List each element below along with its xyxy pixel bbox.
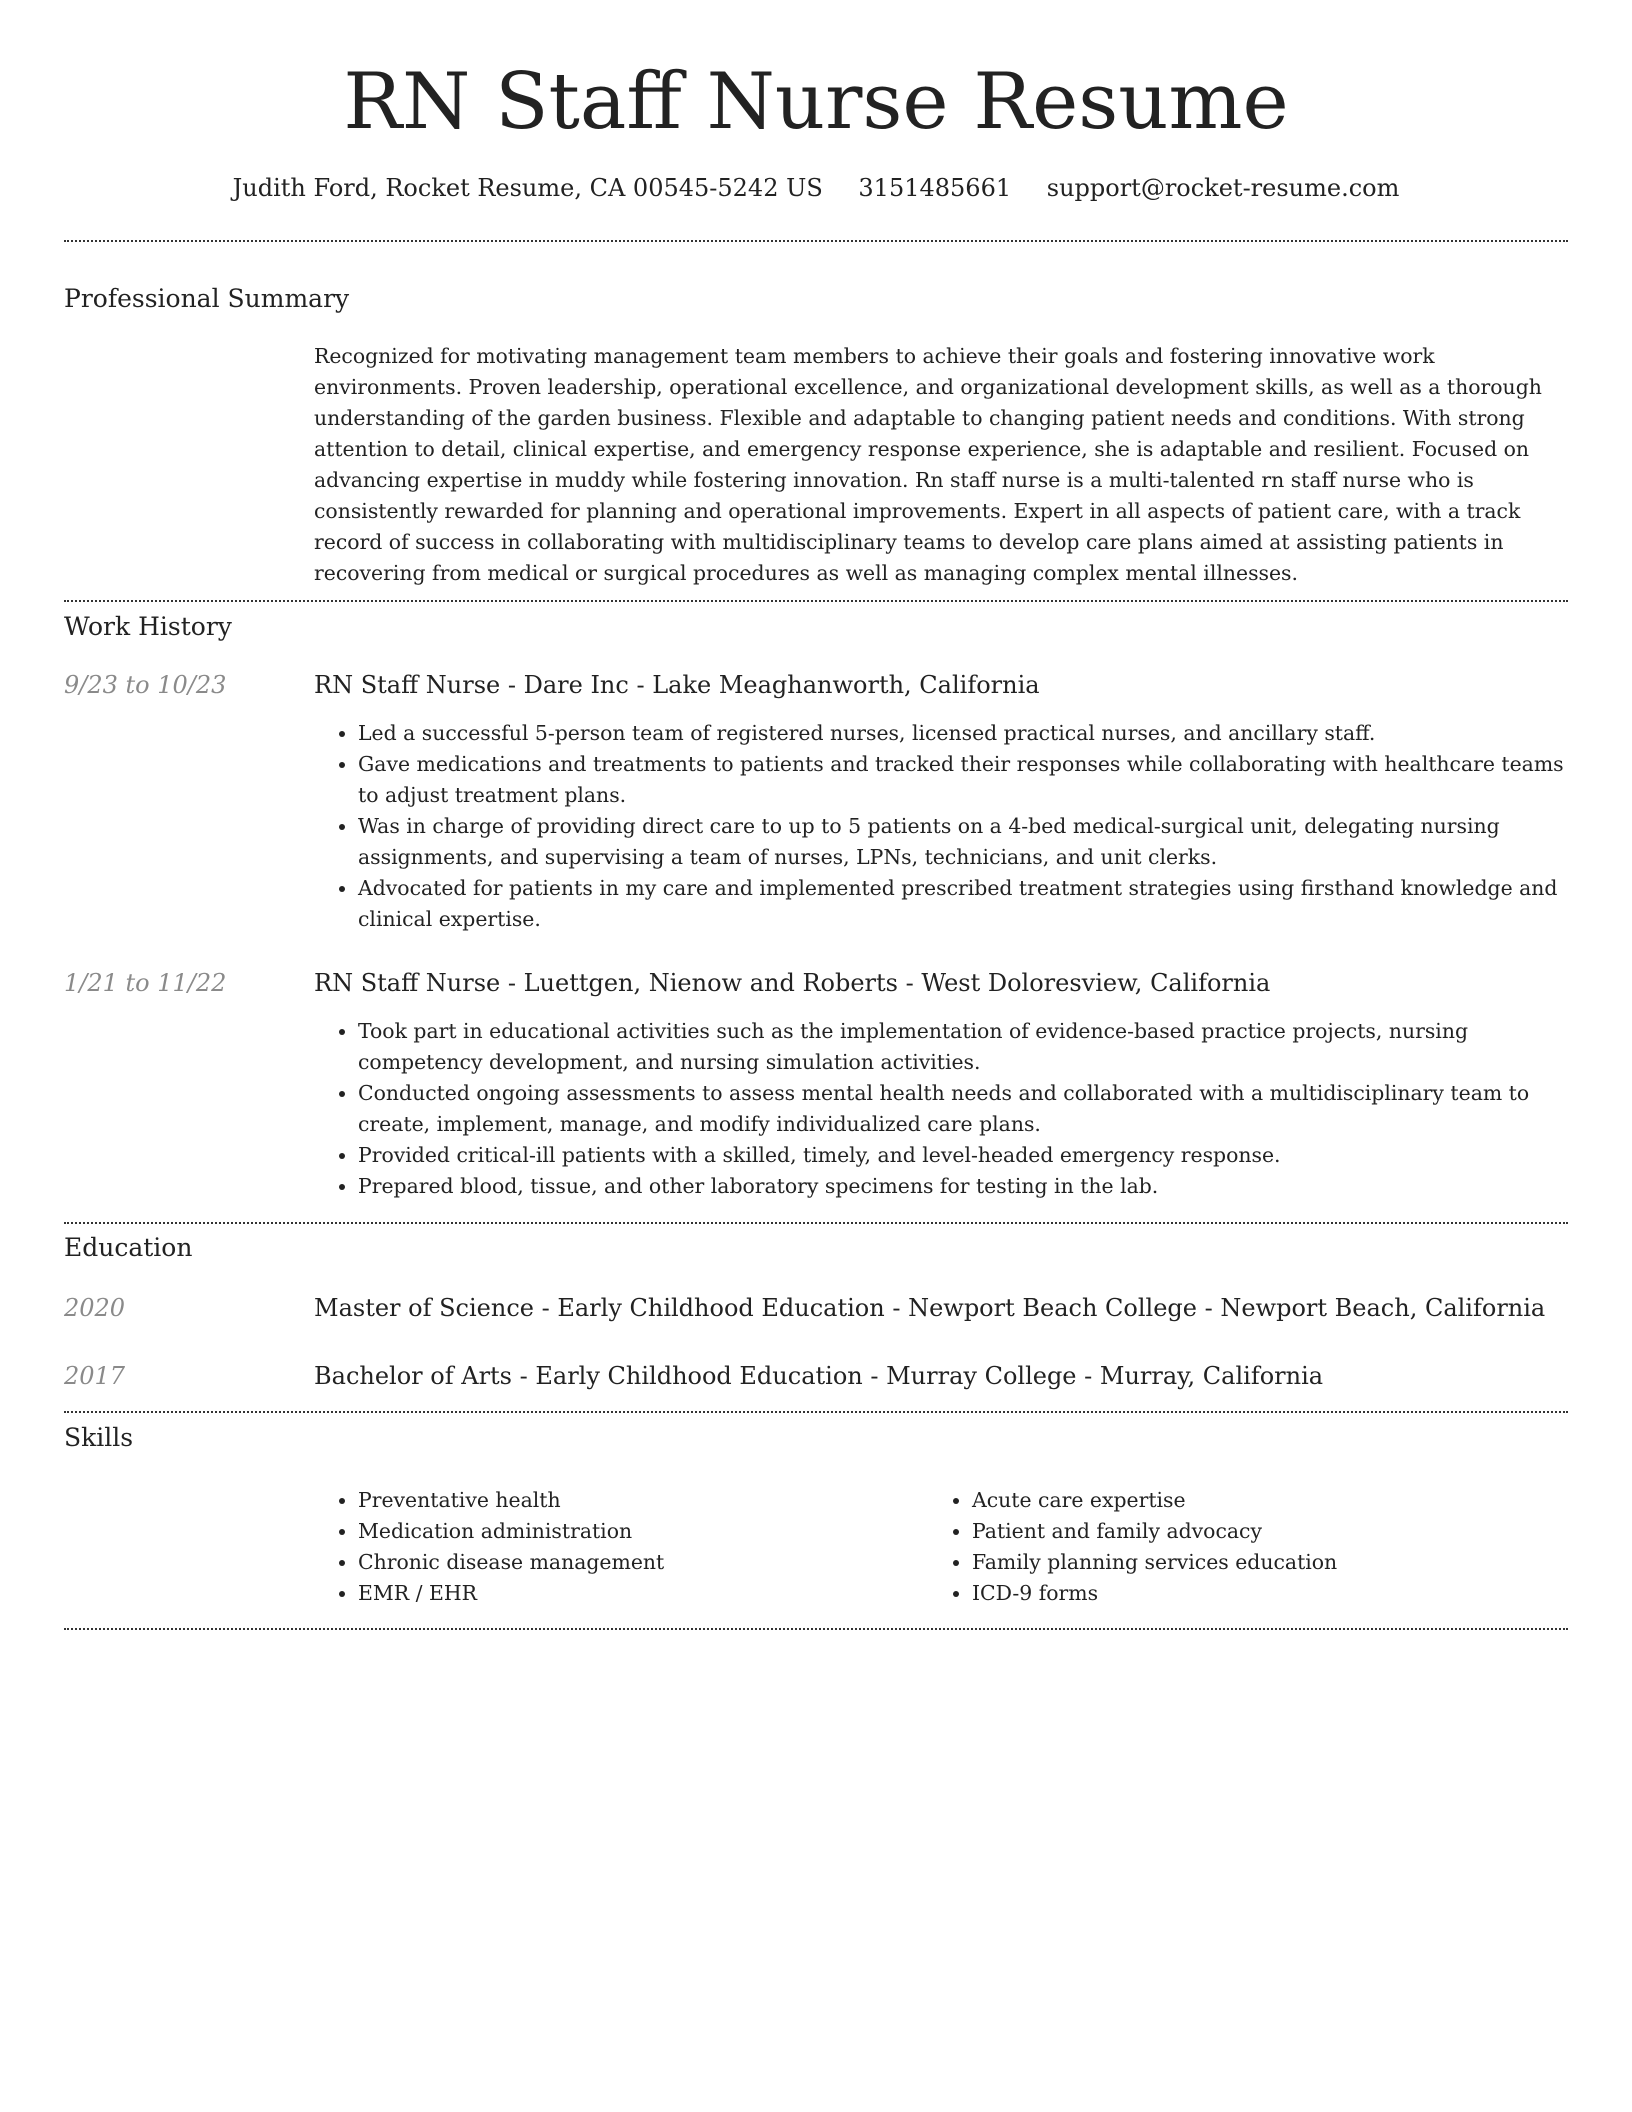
skill-item: • Patient and family advocacy xyxy=(972,1516,1568,1547)
list-item: • Led a successful 5-person team of registered nurses, licensed practical nurses, and ancillary staff. xyxy=(358,718,1568,749)
job-dates: 9/23 to 10/23 xyxy=(64,671,227,699)
job-bullets xyxy=(314,1016,1568,1202)
education-entry xyxy=(314,1290,1545,1326)
contact-line xyxy=(64,170,1568,206)
skill-item: • Medication administration xyxy=(358,1516,928,1547)
skill-item: • Acute care expertise xyxy=(972,1485,1568,1516)
skill-item: • Family planning services education xyxy=(972,1547,1568,1578)
job-bullets xyxy=(314,718,1568,935)
skills-list-left xyxy=(314,1485,928,1609)
list-item: • Gave medications and treatments to patients and tracked their responses while collaborating with healthcare teams to adjust treatment plans. xyxy=(358,749,1568,811)
list-item: • Advocated for patients in my care and implemented prescribed treatment strategies using firsthand knowledge and clinical expertise. xyxy=(358,873,1568,935)
skill-item: • Preventative health xyxy=(358,1485,928,1516)
education-school: - Newport Beach College - Newport Beach, California xyxy=(884,1294,1546,1322)
education-entry xyxy=(314,1358,1323,1394)
education-school: - Murray College - Murray, California xyxy=(862,1362,1324,1390)
list-item: • Took part in educational activities such as the implementation of evidence-based practice projects, nursing competency development, and nursing simulation activities. xyxy=(358,1016,1568,1078)
education-degree: Bachelor of Arts - Early Childhood Education xyxy=(314,1362,863,1390)
divider xyxy=(64,600,1568,602)
skill-item: • Chronic disease management xyxy=(358,1547,928,1578)
divider xyxy=(64,1222,1568,1224)
job-dates: 1/21 to 11/22 xyxy=(64,969,227,997)
skill-item: • ICD-9 forms xyxy=(972,1578,1568,1609)
divider xyxy=(64,1411,1568,1413)
resume-title: RN Staff Nurse Resume xyxy=(343,57,1289,147)
divider xyxy=(64,1628,1568,1630)
skills-list-right xyxy=(928,1485,1568,1609)
list-item: • Conducted ongoing assessments to assess mental health needs and collaborated with a multidisciplinary team to create, implement, manage, and modify individualized care plans. xyxy=(358,1078,1568,1140)
list-item: • Prepared blood, tissue, and other laboratory specimens for testing in the lab. xyxy=(358,1171,1568,1202)
list-item: • Provided critical-ill patients with a skilled, timely, and level-headed emergency response. xyxy=(358,1140,1568,1171)
education-degree: Master of Science - Early Childhood Education xyxy=(314,1294,885,1322)
divider xyxy=(64,240,1568,242)
contact-phone: 3151485661 xyxy=(858,174,1012,202)
contact-address: Judith Ford, Rocket Resume, CA 00545-5242 US xyxy=(232,174,823,202)
job-title: RN Staff Nurse - Luettgen, Nienow and Roberts - West Doloresview, California xyxy=(314,969,1271,997)
education-year: 2017 xyxy=(64,1362,126,1390)
summary-text: Recognized for motivating management team members to achieve their goals and fostering innovative work environments. Proven leadership, operational excellence, and organizational development skills, as well as a thorough understanding of the garden business. Flexible and adaptable to changing patient needs and conditions. With strong attention to detail, clinical expertise, and emergency response experience, she is adaptable and resilient. Focused on advancing expertise in muddy while fostering innovation. Rn staff nurse is a multi-talented rn staff nurse who is consistently rewarded for planning and operational improvements. Expert in all aspects of patient care, with a track record of success in collaborating with multidisciplinary teams to develop care plans aimed at assisting patients in recovering from medical or surgical procedures as well as managing complex mental illnesses. xyxy=(314,344,1542,585)
skill-item: • EMR / EHR xyxy=(358,1578,928,1609)
work-heading: Work History xyxy=(64,612,232,641)
summary-heading: Professional Summary xyxy=(64,284,350,313)
education-year: 2020 xyxy=(64,1294,126,1322)
skills-heading: Skills xyxy=(64,1423,134,1452)
job-title: RN Staff Nurse - Dare Inc - Lake Meaghanworth, California xyxy=(314,671,1040,699)
education-heading: Education xyxy=(64,1233,193,1262)
contact-email: support@rocket-resume.com xyxy=(1046,174,1400,202)
list-item: • Was in charge of providing direct care to up to 5 patients on a 4-bed medical-surgical unit, delegating nursing assignments, and supervising a team of nurses, LPNs, technicians, and unit clerks. xyxy=(358,811,1568,873)
